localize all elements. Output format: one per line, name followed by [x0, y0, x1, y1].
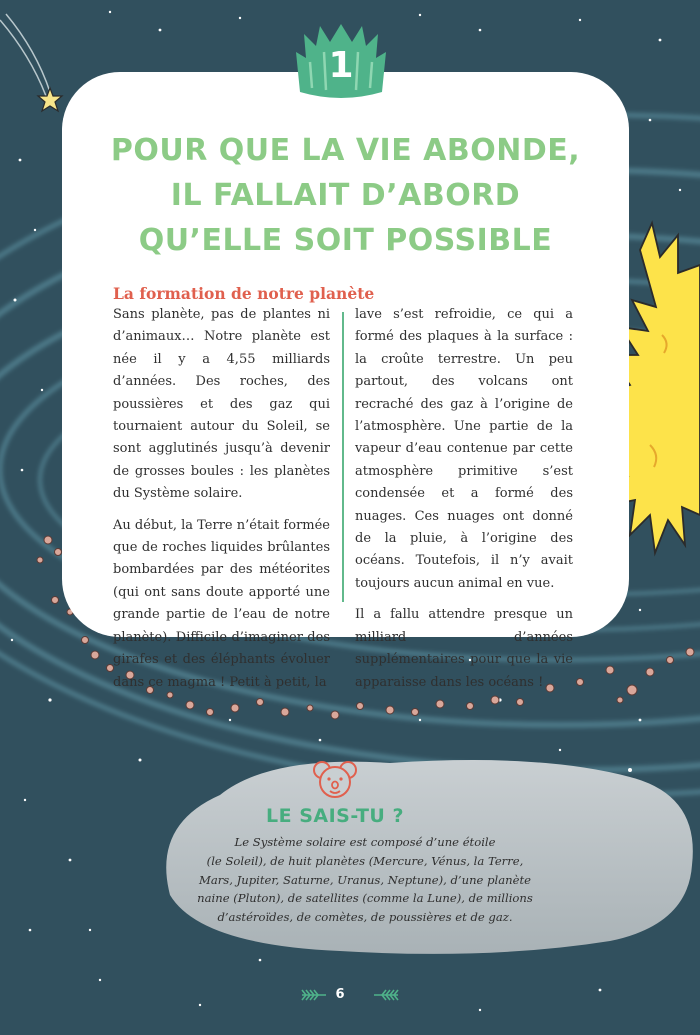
text-column-right	[355, 304, 573, 703]
column-divider	[342, 312, 344, 602]
page-title	[62, 128, 629, 263]
shooting-star-icon	[36, 86, 64, 114]
footer-ornament	[290, 985, 410, 1005]
paragraph: Sans planète, pas de plantes ni d’animaux… Notre planète est née il y a 4,55 milliards d’années. Des roches, des poussières et des gaz qui tournaient autour du Soleil, se sont agglutinés jusqu’à devenir de grosses boules : les planètes du Système solaire.	[113, 307, 330, 502]
fact-line: (le Soleil), de huit planètes (Mercure, Vénus, la Terre,	[206, 853, 524, 868]
title-line: IL FALLAIT D’ABORD	[170, 178, 521, 213]
fact-line: Mars, Jupiter, Saturne, Uranus, Neptune), d’une planète	[198, 872, 531, 887]
fact-line: Le Système solaire est composé d’une étoile	[234, 835, 496, 849]
title-line: POUR QUE LA VIE ABONDE,	[110, 133, 581, 168]
paragraph: Il a fallu attendre presque un milliard d’années supplémentaires pour que la vie apparaisse dans les océans !	[355, 607, 573, 690]
fact-line: naine (Pluton), de satellites (comme la Lune), de millions	[197, 891, 533, 906]
page-number: 6	[335, 987, 345, 1002]
fact-box-heading: LE SAIS-TU ?	[266, 805, 404, 827]
paragraph: lave s’est refroidie, ce qui a formé des plaques à la surface : la croûte terrestre. Un peu partout, des volcans ont recraché des gaz à l’origine de l’atmosphère. Une partie de la vapeur d’eau contenue par cette atmosphère primitive s’est condensée et a formé des nuages. Ces nuages ont donné de la pluie, à l’origine des océans. Toutefois, il n’y avait toujours aucun animal en vue.	[355, 307, 573, 591]
section-heading: La formation de notre planète	[113, 284, 375, 303]
title-line: QU’ELLE SOIT POSSIBLE	[138, 223, 553, 258]
fact-box-text	[165, 833, 565, 927]
fact-line: d’astéroïdes, de comètes, de poussières et de gaz.	[217, 910, 513, 925]
chapter-number: 1	[328, 45, 354, 86]
paragraph: Au début, la Terre n’était formée que de roches liquides brûlantes bombardées par des météorites (qui ont sans doute apporté une grande partie de l’eau de notre planète). Difficile d’imaginer des girafes et des éléphants évoluer dans ce magma ! Petit à petit, la	[113, 517, 330, 690]
koala-icon	[310, 755, 360, 805]
text-column-left	[113, 304, 330, 703]
